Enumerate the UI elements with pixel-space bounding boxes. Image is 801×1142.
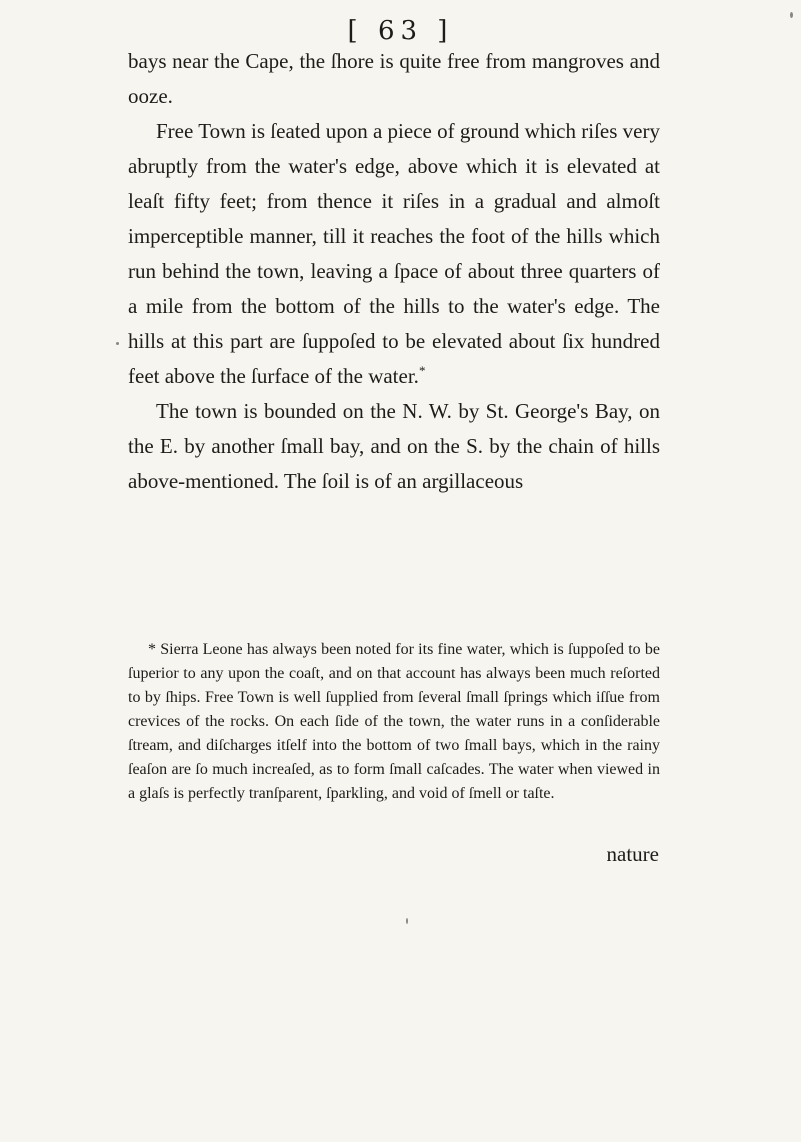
- main-text: [128, 44, 660, 499]
- paragraph-2-text: Free Town is ſeated upon a piece of ground which riſes very abruptly from the water's edge, above which it is elevated at leaſt fifty feet; from thence it riſes in a gradual and almoſt imperceptible manner, till it reaches the foot of the hills which run behind the town, leaving a ſpace of about three quarters of a mile from the bottom of the hills to the water's edge. The hills at this part are ſuppoſed to be elevated about ſix hundred feet above the ſurface of the water.: [128, 119, 660, 388]
- paragraph-2: [128, 114, 660, 394]
- paper-speck: [790, 12, 793, 18]
- paper-speck: [116, 342, 119, 345]
- paragraph-3: The town is bounded on the N. W. by St. George's Bay, on the E. by another ſmall bay, and on the S. by the chain of hills above-mentioned. The ſoil is of an argillaceous: [128, 399, 660, 493]
- footnote-reference: *: [418, 363, 426, 378]
- paragraph-1: bays near the Cape, the ſhore is quite free from mangroves and ooze.: [128, 49, 660, 108]
- footnote-text: * Sierra Leone has always been noted for its fine water, which is ſuppoſed to be ſuperior to any upon the coaſt, and on that account has always been much reſorted to by ſhips. Free Town is well ſupplied from ſeveral ſmall ſprings which iſſue from crevices of the rocks. On each ſide of the town, the water runs in a conſiderable ſtream, and diſcharges itſelf into the bottom of two ſmall bays, which in the rainy ſeaſon are ſo much increaſed, as to form ſmall caſcades. The water when viewed in a glaſs is perfectly tranſparent, ſparkling, and void of ſmell or taſte.: [128, 641, 660, 802]
- paper-speck: [406, 918, 408, 924]
- catchword: nature: [606, 842, 659, 866]
- page-number: [ 63 ]: [347, 16, 454, 46]
- footnote: [128, 638, 660, 806]
